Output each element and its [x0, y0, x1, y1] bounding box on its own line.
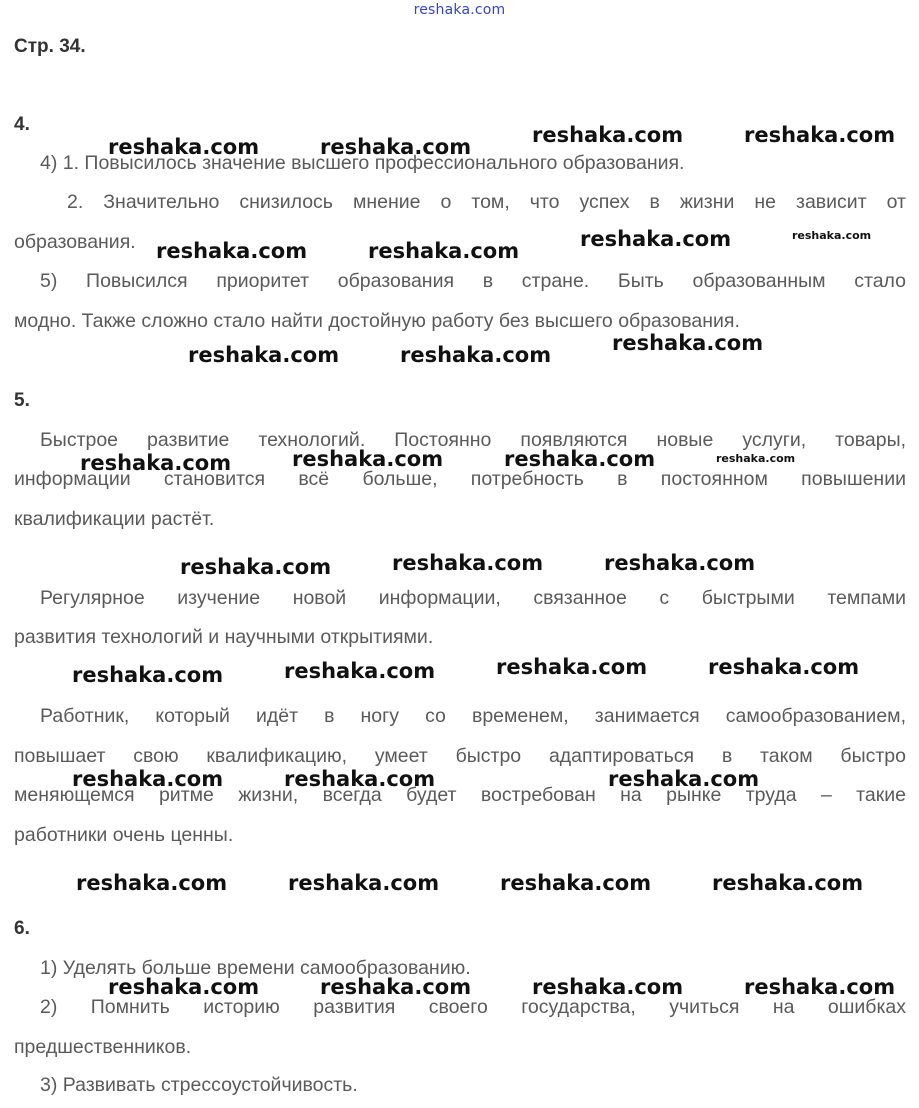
section-6-line: 3) Развивать стрессоустойчивость. [40, 1074, 358, 1096]
watermark: reshaka.com [532, 123, 684, 147]
section-4-line: 2. Значительно снизилось мнение о том, что успех в жизни не зависит от [67, 191, 906, 213]
section-5-line: информации становится всё больше, потребность в постоянном повышении [14, 468, 906, 490]
section-6-line: предшественников. [14, 1036, 192, 1058]
watermark: reshaka.com [792, 229, 872, 242]
section-4-number: 4. [14, 114, 30, 135]
watermark: reshaka.com [288, 871, 440, 895]
section-6-number: 6. [14, 918, 30, 939]
watermark: reshaka.com [72, 663, 224, 687]
watermark: reshaka.com [744, 975, 896, 999]
watermark: reshaka.com [580, 227, 732, 251]
section-4-line: 4) 1. Повысилось значение высшего профессионального образования. [40, 152, 685, 174]
section-5-line: Работник, который идёт в ногу со временем, занимается самообразованием, [40, 705, 906, 727]
section-5-line: квалификации растёт. [14, 508, 215, 530]
watermark: reshaka.com [716, 452, 796, 465]
watermark: reshaka.com [608, 767, 760, 791]
watermark: reshaka.com [712, 871, 864, 895]
watermark: reshaka.com [188, 343, 340, 367]
watermark: reshaka.com [504, 447, 656, 471]
watermark: reshaka.com [400, 343, 552, 367]
watermark: reshaka.com [320, 135, 472, 159]
section-5-line: Регулярное изучение новой информации, связанное с быстрыми темпами [40, 587, 906, 609]
watermark: reshaka.com [612, 331, 764, 355]
watermark: reshaka.com [604, 551, 756, 575]
watermark: reshaka.com [80, 451, 232, 475]
watermark: reshaka.com [72, 767, 224, 791]
watermark: reshaka.com [284, 767, 436, 791]
watermark: reshaka.com [180, 555, 332, 579]
watermark: reshaka.com [292, 447, 444, 471]
section-5-line: меняющемся ритме жизни, всегда будет востребован на рынке труда – такие [14, 784, 906, 806]
watermark: reshaka.com [496, 655, 648, 679]
watermark: reshaka.com [532, 975, 684, 999]
section-4-line: 5) Повысился приоритет образования в стране. Быть образованным стало [40, 270, 906, 292]
section-4-line: образования. [14, 231, 136, 253]
watermark: reshaka.com [708, 655, 860, 679]
section-5-number: 5. [14, 390, 30, 411]
section-6-line: 1) Уделять больше времени самообразованию. [40, 957, 471, 979]
watermark: reshaka.com [108, 975, 260, 999]
section-6-line: 2) Помнить историю развития своего государства, учиться на ошибках [40, 996, 906, 1018]
watermark: reshaka.com [744, 123, 896, 147]
section-5-line: Быстрое развитие технологий. Постоянно появляются новые услуги, товары, [40, 429, 906, 451]
watermark: reshaka.com [156, 239, 308, 263]
section-5-line: работники очень ценны. [14, 824, 234, 846]
watermark: reshaka.com [392, 551, 544, 575]
section-5-line: развития технологий и научными открытиями. [14, 626, 434, 648]
watermark: reshaka.com [320, 975, 472, 999]
section-4-line: модно. Также сложно стало найти достойную работу без высшего образования. [14, 310, 740, 332]
watermark: reshaka.com [76, 871, 228, 895]
section-5-line: повышает свою квалификацию, умеет быстро адаптироваться в таком быстро [14, 745, 906, 767]
watermark: reshaka.com [284, 659, 436, 683]
site-header: reshaka.com [413, 2, 506, 18]
watermark: reshaka.com [368, 239, 520, 263]
page-heading: Стр. 34. [14, 36, 86, 57]
watermark: reshaka.com [500, 871, 652, 895]
watermark: reshaka.com [108, 135, 260, 159]
